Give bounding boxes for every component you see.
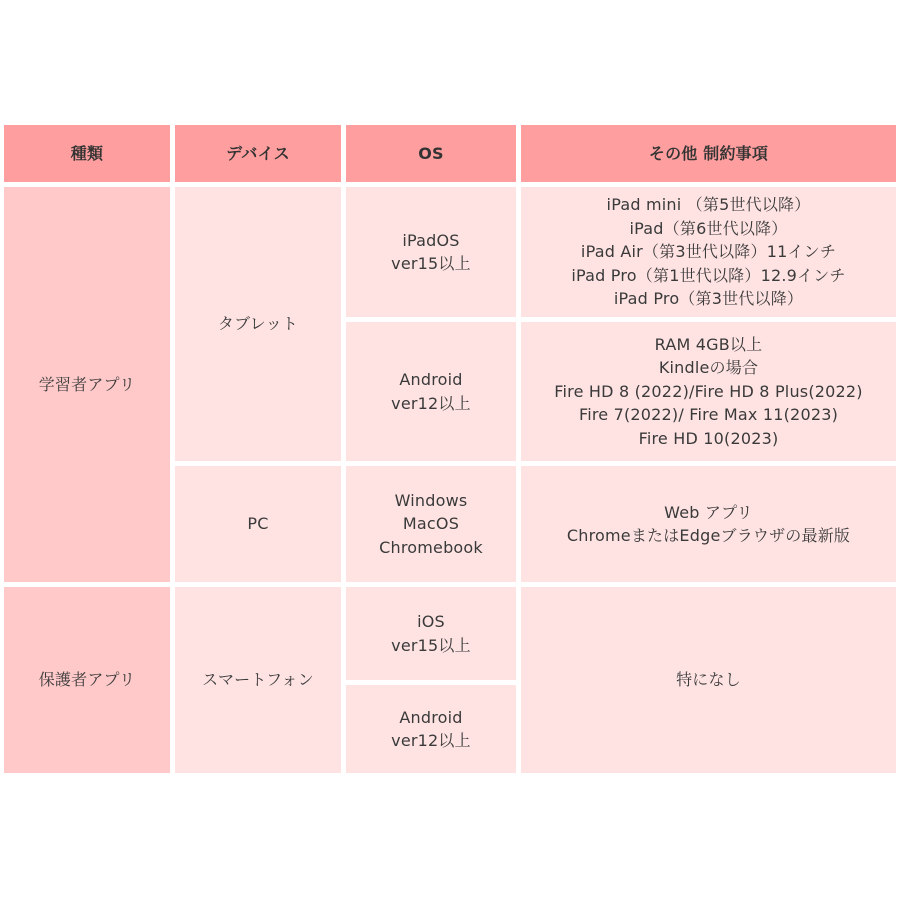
- category-learner-app: [4, 187, 170, 582]
- notes-line: ChromeまたはEdgeブラウザの最新版: [566, 526, 851, 545]
- device-pc: [175, 466, 341, 582]
- notes-line: Fire 7(2022)/ Fire Max 11(2023): [578, 405, 839, 425]
- notes-line: iPad Pro（第1世代以降）12.9インチ: [571, 265, 846, 285]
- notes-line: iPad Pro（第3世代以降）: [613, 289, 804, 309]
- header-type: [4, 125, 170, 182]
- notes-line: 特になし: [676, 670, 741, 690]
- os-line: ver12以上: [391, 731, 471, 750]
- notes-line: Fire HD 8 (2022)/Fire HD 8 Plus(2022): [554, 381, 863, 401]
- device-smartphone: [175, 587, 341, 773]
- notes-pc: [521, 466, 896, 582]
- os-android-tablet: [346, 322, 516, 461]
- category-parent-app: [4, 587, 170, 773]
- header-os-label: OS: [418, 143, 444, 163]
- os-line: Android: [399, 707, 463, 727]
- os-line: MacOS: [402, 514, 460, 534]
- header-device: [175, 125, 341, 182]
- category-parent-app-label: 保護者アプリ: [38, 670, 136, 690]
- os-line: ver15以上: [391, 254, 471, 273]
- notes-line: RAM 4GB以上: [654, 334, 763, 354]
- os-ios: [346, 587, 516, 680]
- os-line: Chromebook: [379, 537, 483, 557]
- category-learner-app-label: 学習者アプリ: [38, 374, 136, 394]
- notes-line: Fire HD 10(2023): [638, 428, 779, 448]
- notes-line: iPad Air（第3世代以降）11インチ: [580, 242, 837, 262]
- notes-smartphone: [521, 587, 896, 773]
- header-device-label: デバイス: [226, 143, 290, 163]
- os-line: Windows: [394, 490, 468, 510]
- header-os: [346, 125, 516, 182]
- header-type-label: 種類: [70, 143, 104, 163]
- notes-line: Kindleの場合: [658, 358, 759, 378]
- notes-line: Web アプリ: [664, 502, 753, 522]
- device-smartphone-label: スマートフォン: [202, 670, 314, 690]
- header-notes-label: その他 制約事項: [648, 143, 769, 163]
- device-tablet-label: タブレット: [217, 314, 299, 334]
- device-pc-label: PC: [247, 514, 269, 534]
- notes-line: iPad mini （第5世代以降）: [606, 195, 811, 215]
- notes-line: iPad（第6世代以降）: [629, 218, 788, 238]
- os-pc: [346, 466, 516, 582]
- os-line: ver12以上: [391, 393, 471, 413]
- os-line: iOS: [417, 612, 445, 631]
- os-android-phone: [346, 685, 516, 773]
- os-line: iPadOS: [402, 230, 460, 250]
- notes-android-tablet: [521, 322, 896, 461]
- device-tablet: [175, 187, 341, 461]
- os-line: Android: [399, 370, 463, 389]
- header-notes: [521, 125, 896, 182]
- os-ipados: [346, 187, 516, 317]
- os-line: ver15以上: [391, 635, 471, 655]
- notes-ipad: [521, 187, 896, 317]
